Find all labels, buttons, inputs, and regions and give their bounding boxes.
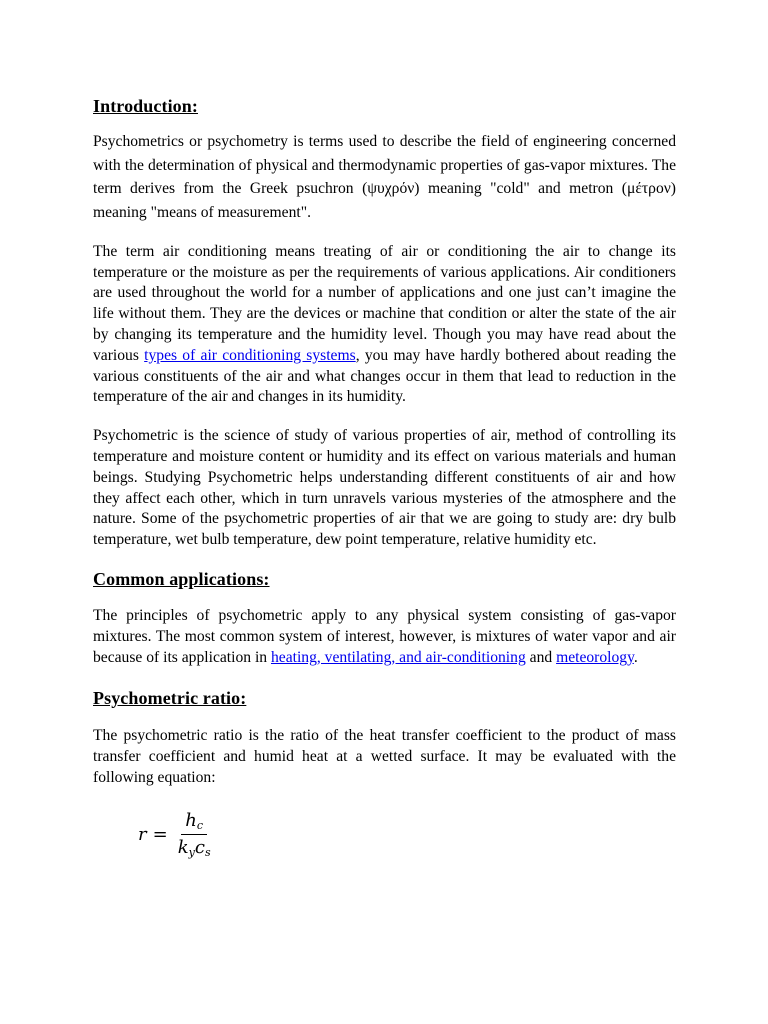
equation-numerator	[181, 810, 207, 835]
paragraph-text: .	[633, 648, 638, 666]
denominator-variable-1: k	[177, 837, 189, 859]
denominator-variable-2: c	[194, 837, 205, 859]
common-applications-heading: Common applications:	[93, 568, 270, 589]
numerator-subscript: c	[196, 819, 204, 833]
denominator-subscript-1: y	[188, 846, 195, 860]
types-of-air-conditioning-link[interactable]: types of air conditioning systems	[144, 346, 356, 364]
paragraph-text: and	[525, 648, 557, 666]
equation-equals: =	[152, 824, 168, 846]
paragraph-text: The term air conditioning means treating of air or conditioning the air to change its temperature or the moisture as per the requirements of various applications. Air conditioners are used throughout the world for a number of applications and one just can’t imagine the life without them. They are the devices or machine that condition or alter the state of the air by changing its temperature and the humidity level. Though you may have read about the various	[93, 242, 676, 364]
paragraph-text: , you may have hardly bothered about reading the various constituents of the air and what changes occur in them that lead to reduction in the temperature of the air and changes in its humidity.	[93, 346, 677, 406]
paragraph-text: The principles of psychometric apply to any physical system consisting of gas-vapor mixtures. The most common system of interest, however, is mixtures of water vapor and air because of its application in	[93, 606, 676, 666]
hvac-link[interactable]: heating, ventilating, and air-conditioning	[270, 648, 526, 666]
numerator-variable: h	[185, 810, 197, 832]
psychometric-ratio-equation	[138, 805, 676, 865]
introduction-paragraph-2	[93, 242, 676, 408]
equation-denominator	[174, 835, 215, 859]
psychometric-ratio-heading: Psychometric ratio:	[93, 688, 247, 709]
meteorology-link[interactable]: meteorology	[556, 648, 634, 666]
denominator-subscript-2: s	[204, 846, 211, 860]
introduction-paragraph-3: Psychometric is the science of study of various properties of air, method of controlling its temperature and moisture content or humidity and its effect on various materials and human beings. Studying Psychometric helps understanding different constituents of air and how they affect each other, which in turn unravels various mysteries of the atmosphere and the nature. Some of the psychometric properties of air that we are going to study are: dry bulb temperature, wet bulb temperature, dew point temperature, relative humidity etc.	[93, 427, 676, 549]
equation-fraction	[174, 810, 215, 859]
introduction-heading: Introduction:	[93, 96, 198, 116]
equation-lhs: r	[138, 824, 147, 846]
psychometric-ratio-paragraph: The psychometric ratio is the ratio of the heat transfer coefficient to the product of mass transfer coefficient and humid heat at a wetted surface. It may be evaluated with the following equation:	[93, 727, 676, 786]
document-page	[93, 94, 676, 865]
common-applications-paragraph	[93, 606, 676, 668]
introduction-paragraph-1: Psychometrics or psychometry is terms used to describe the field of engineering concerned with the determination of physical and thermodynamic properties of gas-vapor mixtures. The term derives from the Greek psuchron (ψυχρόν) meaning "cold" and metron (μέτρον) meaning "means of measurement".	[93, 133, 676, 222]
